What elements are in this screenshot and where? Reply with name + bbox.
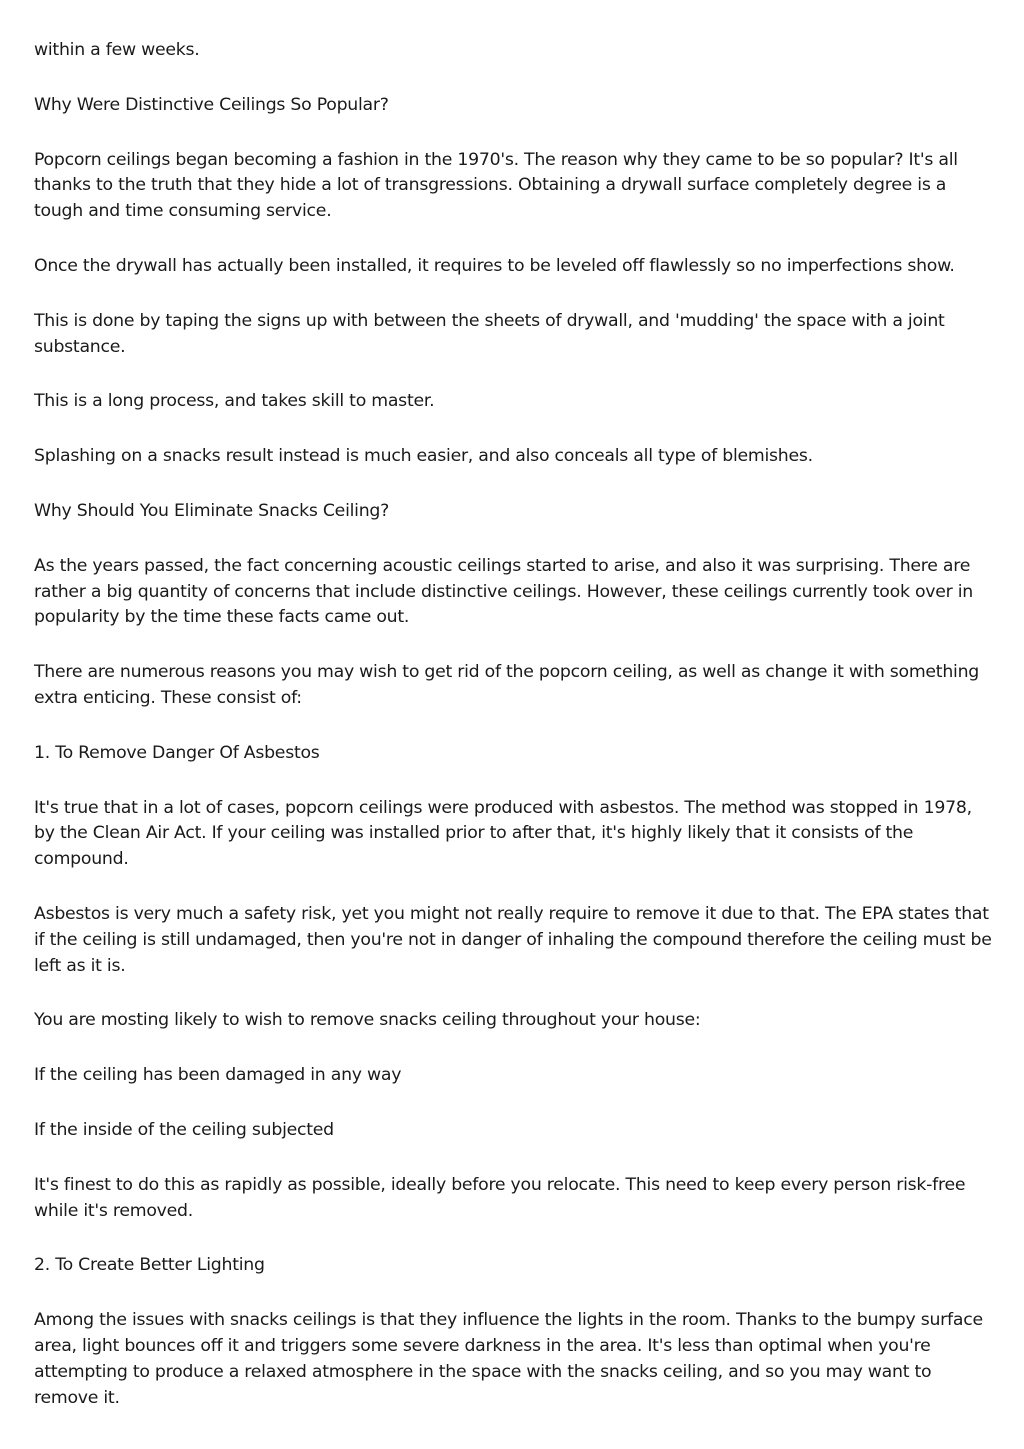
document-body: [34, 38, 994, 1440]
heading-asbestos: 1. To Remove Danger Of Asbestos: [34, 742, 320, 763]
paragraph-reasons: There are numerous reasons you may wish to get rid of the popcorn ceiling, as well as change it with something extra enticing. These consist of:: [34, 662, 980, 708]
paragraph-acoustic-facts: As the years passed, the fact concerning acoustic ceilings started to arise, and also it was surprising. There are rather a big quantity of concerns that include distinctive ceilings. However, these ceilings currently took over in popularity by the time these facts came out.: [34, 555, 973, 628]
paragraph-intro-continuation: within a few weeks.: [34, 40, 200, 60]
paragraph-remove-when: You are mosting likely to wish to remove snacks ceiling throughout your house:: [34, 1010, 701, 1031]
heading-better-lighting: 2. To Create Better Lighting: [34, 1255, 265, 1276]
paragraph-rapidly: It's finest to do this as rapidly as possible, ideally before you relocate. This need to keep every person risk-free while it's removed.: [34, 1174, 966, 1221]
paragraph-drywall-leveling: Once the drywall has actually been installed, it requires to be leveled off flawlessly so no imperfections show.: [34, 255, 955, 276]
list-item-damaged: If the ceiling has been damaged in any way: [34, 1065, 402, 1086]
list-item-exposed: If the inside of the ceiling subjected: [34, 1119, 334, 1140]
paragraph-taping: This is done by taping the signs up with between the sheets of drywall, and 'mudding' the space with a joint substance.: [34, 310, 945, 357]
paragraph-asbestos-history: It's true that in a lot of cases, popcorn ceilings were produced with asbestos. The method was stopped in 1978, by the Clean Air Act. If your ceiling was installed prior to after that, it's highly likely that it consists of the compound.: [34, 797, 972, 870]
paragraph-splashing: Splashing on a snacks result instead is much easier, and also conceals all type of blemishes.: [34, 446, 813, 467]
paragraph-lighting: Among the issues with snacks ceilings is that they influence the lights in the room. Thanks to the bumpy surface area, light bounces off it and triggers some severe darkness in the area. It's less than optimal when you're attempting to produce a relaxed atmosphere in the space with the snacks ceiling, and so you may want to remove it.: [34, 1310, 983, 1408]
paragraph-asbestos-risk: Asbestos is very much a safety risk, yet you might not really require to remove it due to that. The EPA states that if the ceiling is still undamaged, then you're not in danger of inhaling the compound therefore the ceiling must be left as it is.: [34, 903, 992, 976]
paragraph-long-process: This is a long process, and takes skill to master.: [34, 391, 435, 412]
heading-why-popular: Why Were Distinctive Ceilings So Popular?: [34, 94, 389, 115]
heading-why-eliminate: Why Should You Eliminate Snacks Ceiling?: [34, 500, 390, 521]
paragraph-popcorn-history: Popcorn ceilings began becoming a fashion in the 1970's. The reason why they came to be so popular? It's all thanks to the truth that they hide a lot of transgressions. Obtaining a drywall surface completely degree is a tough and time consuming service.: [34, 149, 958, 222]
